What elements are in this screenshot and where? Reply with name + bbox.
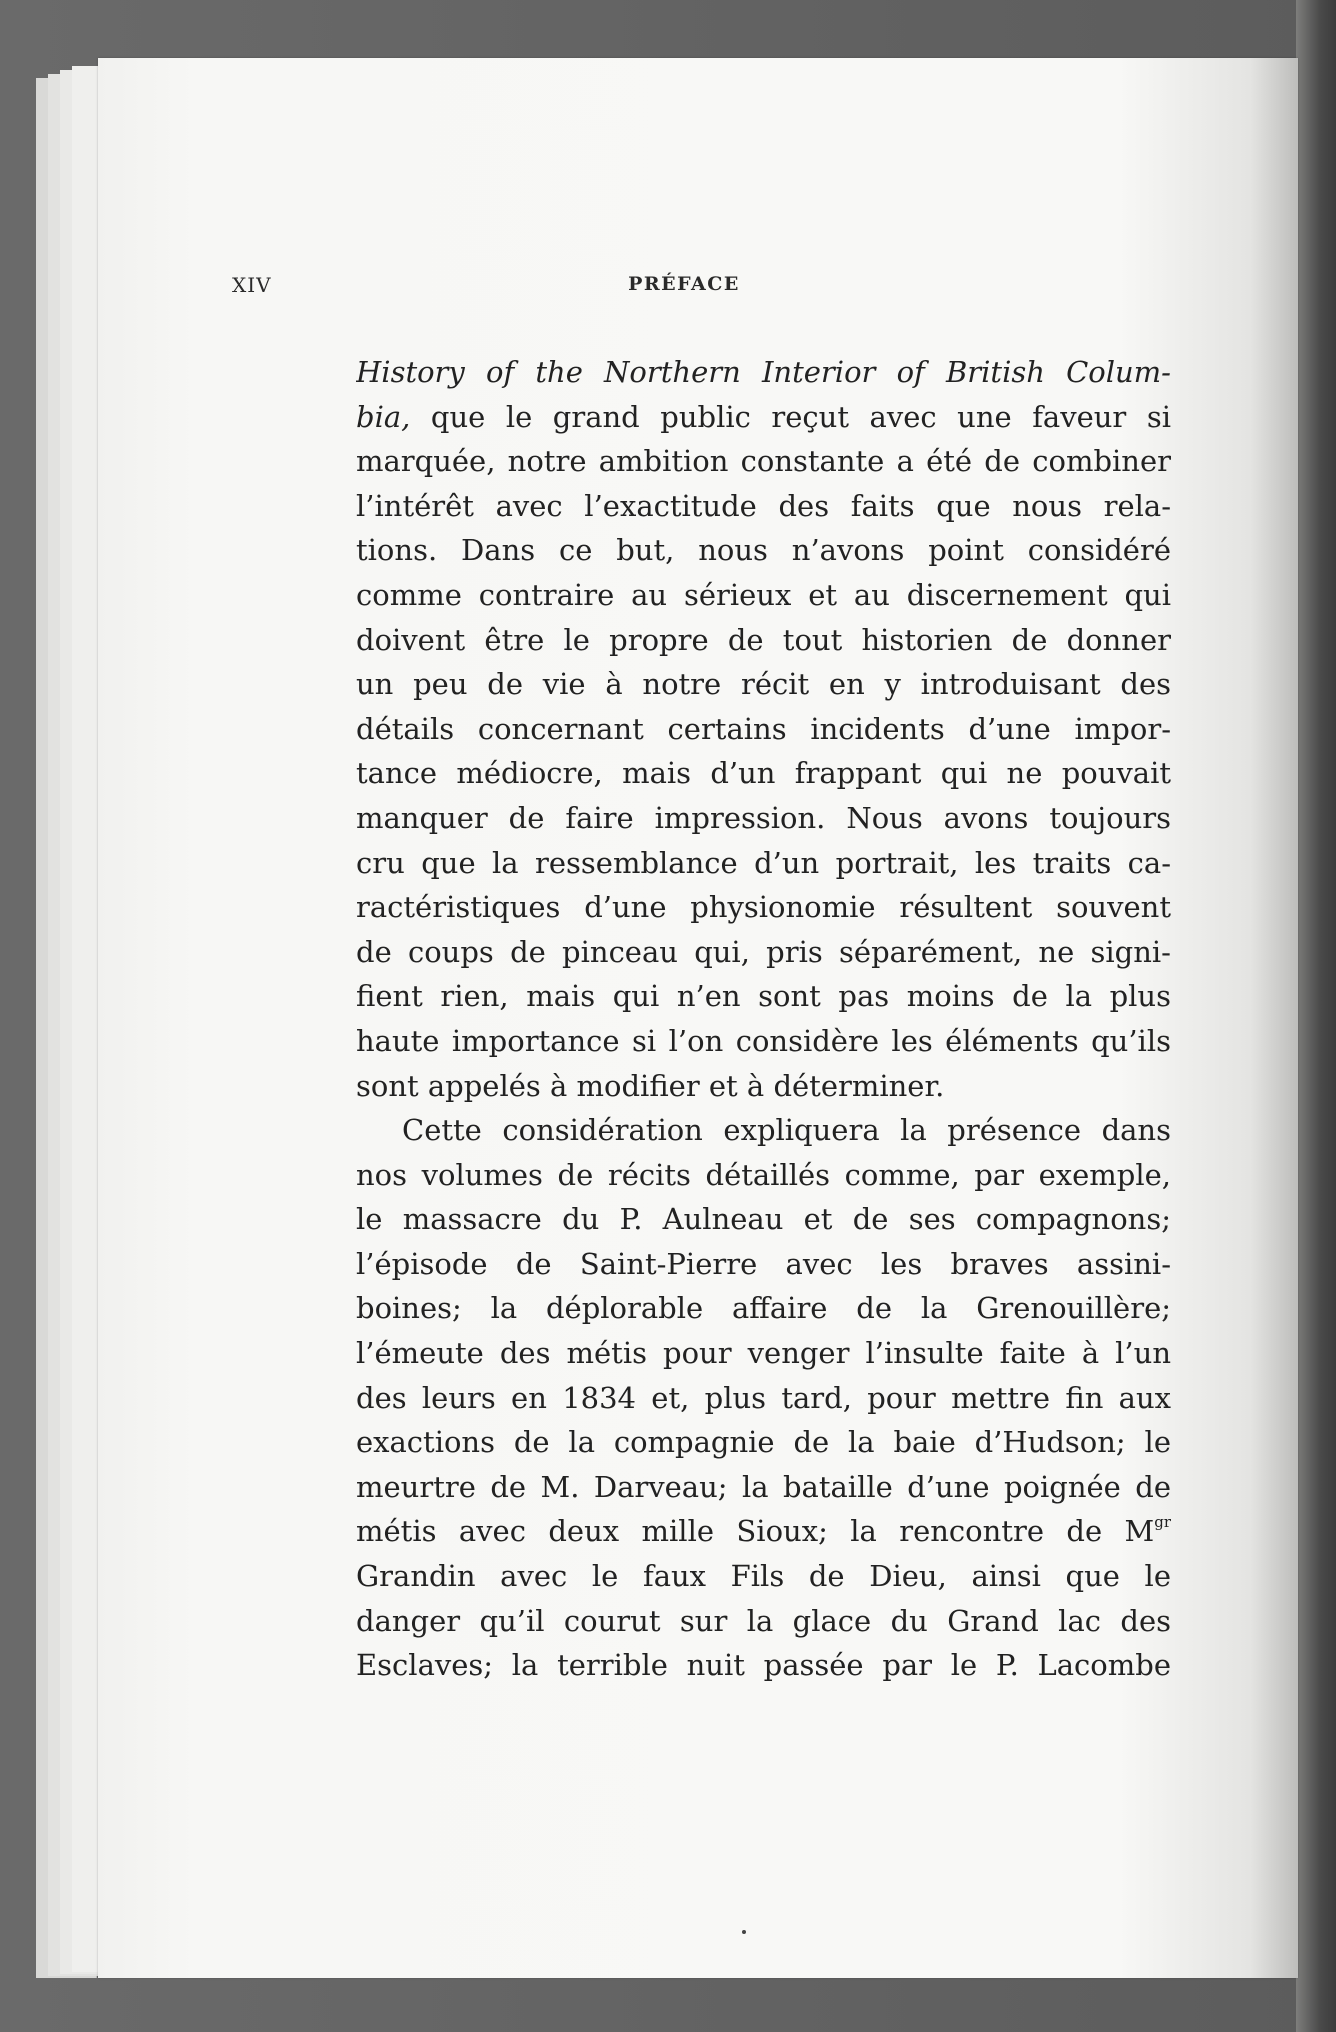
text-line: Grandin avec le faux Fils de Dieu, ainsi que le (356, 1559, 1171, 1594)
text-line: de coups de pinceau qui, pris séparément, ne signi- (356, 934, 1171, 969)
running-head (232, 273, 1136, 313)
text-line: exactions de la compagnie de la baie d’Hudson; le (356, 1425, 1171, 1460)
text-line: l’épisode de Saint-Pierre avec les braves assini- (356, 1246, 1171, 1281)
page-number: XIV (232, 273, 272, 297)
text-line: comme contraire au sérieux et au discernement qui (356, 577, 1171, 612)
text-line: nos volumes de récits détaillés comme, par exemple, (356, 1157, 1171, 1192)
text-line: danger qu’il courut sur la glace du Grand lac des (356, 1603, 1171, 1638)
text-line: tance médiocre, mais d’un frappant qui ne pouvait (356, 756, 1171, 791)
text-line: ractéristiques d’une physionomie résultent souvent (356, 890, 1171, 925)
text-line: un peu de vie à notre récit en y introduisant des (356, 667, 1171, 702)
text-line: le massacre du P. Aulneau et de ses compagnons; (356, 1202, 1171, 1237)
text-line: manquer de faire impression. Nous avons toujours (356, 800, 1171, 835)
text-line: doivent être le propre de tout historien de donner (356, 622, 1171, 657)
text-line: History of the Northern Interior of British Colum- (356, 355, 1171, 389)
text-line: des leurs en 1834 et, plus tard, pour mettre fin aux (356, 1380, 1171, 1415)
text-line: meurtre de M. Darveau; la bataille d’une poignée de (356, 1469, 1171, 1504)
body-text (356, 350, 1171, 1688)
scan-speck (742, 1930, 746, 1934)
text-line: tions. Dans ce but, nous n’avons point considéré (356, 533, 1171, 568)
text-line: l’émeute des métis pour venger l’insulte faite à l’un (356, 1336, 1171, 1371)
text-line: bia, que le grand public reçut avec une faveur si (356, 399, 1171, 434)
text-line: l’intérêt avec l’exactitude des faits que nous rela- (356, 488, 1171, 523)
book-gutter (1296, 0, 1336, 2032)
text-line: marquée, notre ambition constante a été de combiner (356, 444, 1171, 479)
text-line: Cette considération expliquera la présence dans (402, 1113, 1171, 1148)
running-title: PRÉFACE (628, 273, 740, 295)
text-line: cru que la ressemblance d’un portrait, les traits ca- (356, 845, 1171, 880)
text-line: haute importance si l’on considère les éléments qu’ils (356, 1023, 1171, 1058)
text-line: Esclaves; la terrible nuit passée par le P. Lacombe (356, 1648, 1171, 1683)
text-line: métis avec deux mille Sioux; la rencontre de $M^{gr}$ (356, 1513, 1171, 1549)
text-line: sont appelés à modifier et à déterminer. (356, 1068, 945, 1103)
text-line: fient rien, mais qui n’en sont pas moins de la plus (356, 979, 1171, 1014)
text-line: boines; la déplorable affaire de la Grenouillère; (356, 1291, 1171, 1326)
text-line: détails concernant certains incidents d’une impor- (356, 711, 1171, 746)
